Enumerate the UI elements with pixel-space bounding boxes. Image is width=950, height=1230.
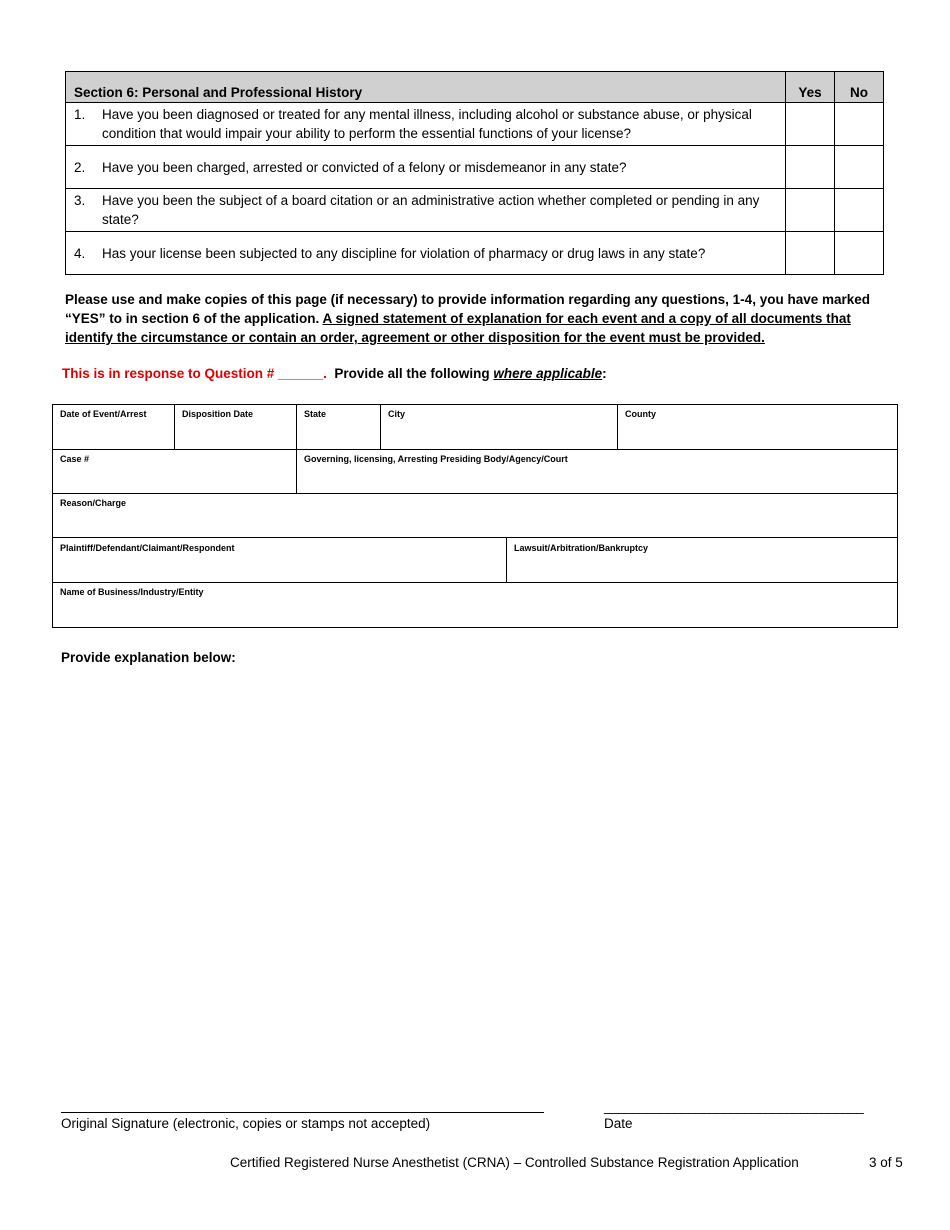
question-row-4 <box>66 232 884 275</box>
question-text: Have you been charged, arrested or convicted of a felony or misdemeanor in any state? <box>102 159 627 175</box>
explanation-label: Provide explanation below: <box>61 650 236 665</box>
governing-body-field[interactable]: Governing, licensing, Arresting Presiding Body/Agency/Court <box>304 454 568 464</box>
question-number: 1. <box>74 107 86 122</box>
question-text: Have you been the subject of a board citation or an administrative action whether completed or pending in any state? <box>102 193 760 227</box>
row-divider <box>53 537 897 538</box>
yes-checkbox-3[interactable] <box>786 189 835 232</box>
instructions-paragraph <box>65 290 885 347</box>
disposition-date-field[interactable]: Disposition Date <box>182 409 254 419</box>
section6-header-row <box>66 72 884 103</box>
date-of-event-field[interactable]: Date of Event/Arrest <box>60 409 147 419</box>
page-number: 3 of 5 <box>869 1155 903 1170</box>
parties-field[interactable]: Plaintiff/Defendant/Claimant/Respondent <box>60 543 235 553</box>
yes-checkbox-1[interactable] <box>786 103 835 146</box>
yes-checkbox-4[interactable] <box>786 232 835 275</box>
response-line <box>62 366 607 381</box>
question-number: 3. <box>74 193 86 208</box>
reason-charge-field[interactable]: Reason/Charge <box>60 498 127 508</box>
event-details-form <box>52 404 898 628</box>
signature-line[interactable] <box>61 1112 544 1113</box>
section6-title: Section 6: Personal and Professional History <box>66 72 786 103</box>
yes-checkbox-2[interactable] <box>786 146 835 189</box>
question-number: 2. <box>74 159 86 175</box>
colon: : <box>602 366 607 381</box>
question-number: 4. <box>74 245 86 261</box>
question-row-2 <box>66 146 884 189</box>
yes-header: Yes <box>786 72 835 103</box>
question-row-3 <box>66 189 884 232</box>
date-label: Date <box>604 1116 633 1131</box>
question-text: Has your license been subjected to any discipline for violation of pharmacy or drug laws in any state? <box>102 245 706 261</box>
question-row-1 <box>66 103 884 146</box>
no-checkbox-4[interactable] <box>835 232 884 275</box>
signature-label: Original Signature (electronic, copies or stamps not accepted) <box>61 1116 431 1131</box>
lawsuit-field[interactable]: Lawsuit/Arbitration/Bankruptcy <box>514 543 649 553</box>
no-checkbox-2[interactable] <box>835 146 884 189</box>
provide-text: Provide all the following <box>326 366 494 381</box>
question-text: Have you been diagnosed or treated for any mental illness, including alcohol or substance abuse, or physical condition that would impair your ability to perform the essential functions of your license? <box>102 107 752 141</box>
county-field[interactable]: County <box>625 409 656 419</box>
date-line[interactable]: _____________________________________ <box>604 1099 864 1114</box>
city-field[interactable]: City <box>388 409 406 419</box>
no-checkbox-1[interactable] <box>835 103 884 146</box>
case-number-field[interactable]: Case # <box>60 454 90 464</box>
business-name-field[interactable]: Name of Business/Industry/Entity <box>60 587 204 597</box>
footer-title: Certified Registered Nurse Anesthetist (CRNA) – Controlled Substance Registration Application <box>230 1155 799 1170</box>
no-header: No <box>835 72 884 103</box>
instructions-underlined: A signed statement of explanation for each event and a copy of all documents that identify the circumstance or contain an order, agreement or other disposition for the event must be provided. <box>65 311 851 345</box>
no-checkbox-3[interactable] <box>835 189 884 232</box>
question-reference: This is in response to Question # ______. <box>62 366 327 381</box>
section6-table <box>65 71 884 275</box>
instructions-text: Please use and make copies of this page (if necessary) to provide information regarding any questions, 1-4, you have marked “YES” to in section 6 of the application. <box>65 292 870 326</box>
where-applicable: where applicable <box>493 366 603 381</box>
state-field[interactable]: State <box>304 409 327 419</box>
